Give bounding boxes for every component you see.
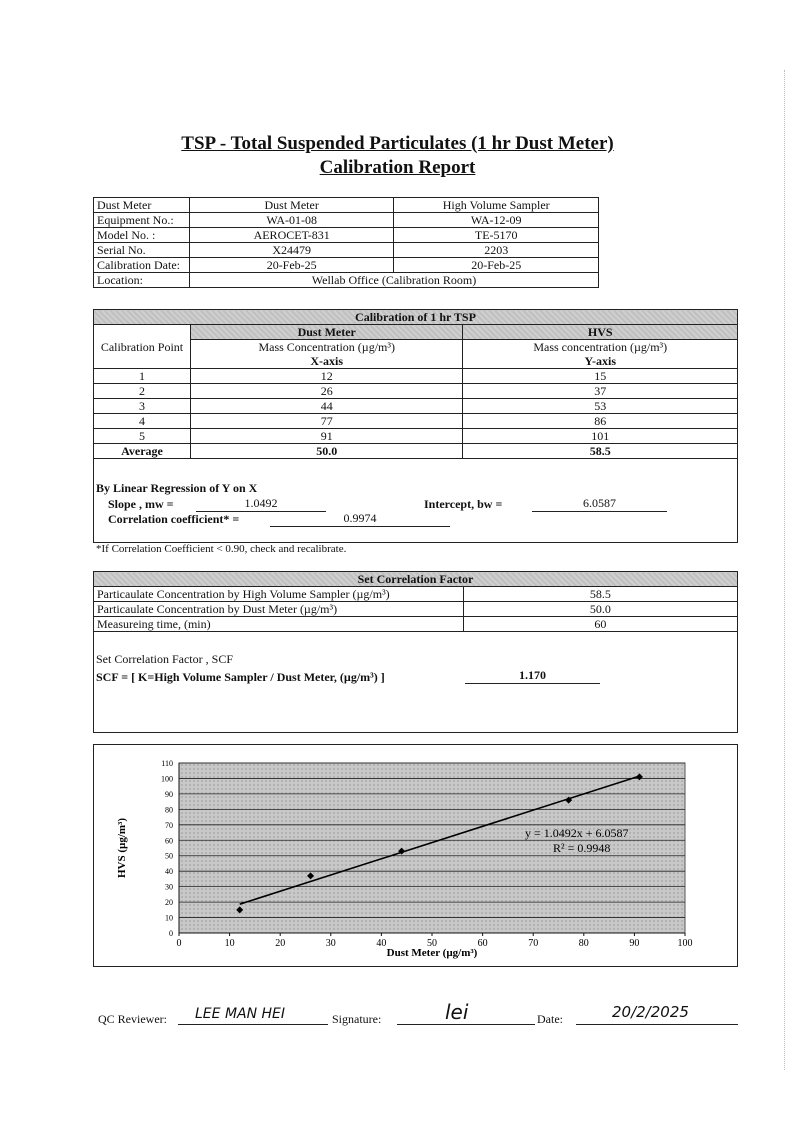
table-row: [94, 384, 738, 399]
y-tick-label: 60: [165, 836, 173, 846]
qc-reviewer-label: QC Reviewer:: [98, 1012, 167, 1026]
equipment-label: Calibration Date:: [94, 258, 190, 273]
scf-row-label: Particaulate Concentration by High Volume Sampler (µg/m³): [94, 587, 464, 602]
equipment-table: [93, 197, 599, 288]
x-axis-label: X-axis: [190, 354, 463, 369]
equipment-hvs-value: TE-5170: [394, 228, 599, 243]
table-row: [94, 228, 599, 243]
table-row: [94, 587, 738, 602]
dust-value: 91: [190, 429, 463, 444]
table-row: [94, 429, 738, 444]
equipment-dust-value: Dust Meter: [189, 198, 393, 213]
x-tick-label: 80: [578, 938, 589, 949]
x-tick-label: 60: [477, 938, 488, 949]
average-y: 58.5: [463, 444, 738, 459]
equipment-dust-value: 20-Feb-25: [189, 258, 393, 273]
dust-value: 44: [190, 399, 463, 414]
scf-set-label: Set Correlation Factor , SCF: [96, 652, 233, 666]
table-row: [94, 325, 738, 340]
calibration-chart: [93, 744, 738, 967]
r-squared-label: R² = 0.9948: [553, 841, 611, 855]
table-row: [94, 617, 738, 632]
correlation-value: 0.9974: [270, 511, 450, 527]
x-tick-label: 90: [629, 938, 640, 949]
y-tick-label: 30: [165, 882, 173, 892]
signature-mark: lei: [445, 1000, 469, 1024]
scf-formula-label: SCF = [ K=High Volume Sampler / Dust Meter, (µg/m³) ]: [96, 670, 385, 684]
table-row: [94, 198, 599, 213]
slope-value: 1.0492: [196, 496, 326, 512]
scf-table: [93, 571, 738, 632]
calibration-point: 1: [94, 369, 191, 384]
equipment-dust-value: X24479: [189, 243, 393, 258]
scf-row-label: Particaulate Concentration by Dust Meter (µg/m³): [94, 602, 464, 617]
scf-row-value: 50.0: [463, 602, 737, 617]
equipment-dust-value: WA-01-08: [189, 213, 393, 228]
y-tick-label: 110: [161, 759, 173, 768]
hvs-value: 53: [463, 399, 738, 414]
table-row: [94, 369, 738, 384]
slope-label: Slope , mw =: [108, 497, 174, 511]
x-tick-label: 100: [677, 938, 693, 949]
equipment-dust-value: AEROCET-831: [189, 228, 393, 243]
equipment-label: Dust Meter: [94, 198, 190, 213]
date-value: 20/2/2025: [612, 1003, 689, 1021]
table-row: [94, 354, 738, 369]
dust-value: 26: [190, 384, 463, 399]
hvs-col-header: HVS: [463, 325, 738, 340]
y-axis-label: Y-axis: [463, 354, 738, 369]
location-value: Wellab Office (Calibration Room): [189, 273, 598, 288]
scf-row-value: 60: [463, 617, 737, 632]
table-row: [94, 243, 599, 258]
table-row: [94, 213, 599, 228]
table-row: [94, 572, 738, 587]
y-tick-label: 20: [165, 898, 173, 908]
y-tick-label: 40: [165, 867, 173, 877]
scf-header: Set Correlation Factor: [94, 572, 738, 587]
equipment-label: Model No. :: [94, 228, 190, 243]
dust-value: 77: [190, 414, 463, 429]
regression-title: By Linear Regression of Y on X: [96, 481, 258, 495]
dust-unit-label: Mass Concentration (µg/m³): [190, 340, 463, 355]
y-tick-label: 50: [165, 851, 173, 861]
page-edge-dotted: [784, 70, 785, 1070]
calibration-table: [93, 309, 738, 459]
x-axis-title: Dust Meter (µg/m³): [386, 947, 478, 959]
recalibrate-footnote: *If Correlation Coefficient < 0.90, check and recalibrate.: [96, 543, 347, 555]
equipment-hvs-value: WA-12-09: [394, 213, 599, 228]
table-row: [94, 258, 599, 273]
correlation-label: Correlation coefficient* =: [108, 512, 240, 526]
equipment-hvs-value: 2203: [394, 243, 599, 258]
report-title-line1: TSP - Total Suspended Particulates (1 hr Dust Meter): [181, 133, 614, 154]
table-row: [94, 444, 738, 459]
y-tick-label: 80: [165, 805, 173, 815]
y-axis-title: HVS (µg/m³): [116, 817, 128, 879]
hvs-value: 37: [463, 384, 738, 399]
table-row: [94, 414, 738, 429]
hvs-value: 86: [463, 414, 738, 429]
hvs-value: 101: [463, 429, 738, 444]
hvs-unit-label: Mass concentration (µg/m³): [463, 340, 738, 355]
y-tick-label: 100: [161, 774, 173, 784]
x-tick-label: 30: [325, 938, 336, 949]
calibration-header: Calibration of 1 hr TSP: [94, 310, 738, 325]
location-label: Location:: [94, 273, 190, 288]
intercept-value: 6.0587: [532, 496, 667, 512]
average-x: 50.0: [190, 444, 463, 459]
y-tick-label: 10: [165, 913, 173, 923]
trendline-equation: y = 1.0492x + 6.0587: [525, 826, 629, 840]
average-label: Average: [94, 444, 191, 459]
calibration-point-header: Calibration Point: [94, 325, 191, 369]
y-tick-label: 0: [169, 929, 173, 938]
y-tick-label: 70: [165, 820, 173, 830]
dust-value: 12: [190, 369, 463, 384]
intercept-label: Intercept, bw =: [424, 497, 503, 511]
x-tick-label: 70: [528, 938, 539, 949]
x-tick-label: 0: [176, 938, 182, 949]
table-row: [94, 273, 599, 288]
scf-value: 1.170: [465, 668, 600, 684]
y-tick-label: 90: [165, 789, 173, 799]
qc-reviewer-name: LEE MAN HEI: [195, 1006, 286, 1022]
x-tick-label: 50: [427, 938, 437, 949]
equipment-label: Equipment No.:: [94, 213, 190, 228]
scf-row-label: Measureing time, (min): [94, 617, 464, 632]
calibration-point: 2: [94, 384, 191, 399]
x-tick-label: 40: [376, 938, 387, 949]
equipment-label: Serial No.: [94, 243, 190, 258]
table-row: [94, 340, 738, 355]
table-row: [94, 310, 738, 325]
signature-label: Signature:: [332, 1012, 382, 1026]
equipment-hvs-value: High Volume Sampler: [394, 198, 599, 213]
calibration-point: 3: [94, 399, 191, 414]
equipment-hvs-value: 20-Feb-25: [394, 258, 599, 273]
x-tick-label: 20: [275, 938, 286, 949]
table-row: [94, 399, 738, 414]
calibration-point: 4: [94, 414, 191, 429]
table-row: [94, 602, 738, 617]
date-label: Date:: [537, 1012, 563, 1026]
scf-row-value: 58.5: [463, 587, 737, 602]
report-title-line2: Calibration Report: [319, 157, 476, 178]
x-tick-label: 10: [224, 938, 235, 949]
dust-meter-col-header: Dust Meter: [190, 325, 463, 340]
calibration-point: 5: [94, 429, 191, 444]
hvs-value: 15: [463, 369, 738, 384]
